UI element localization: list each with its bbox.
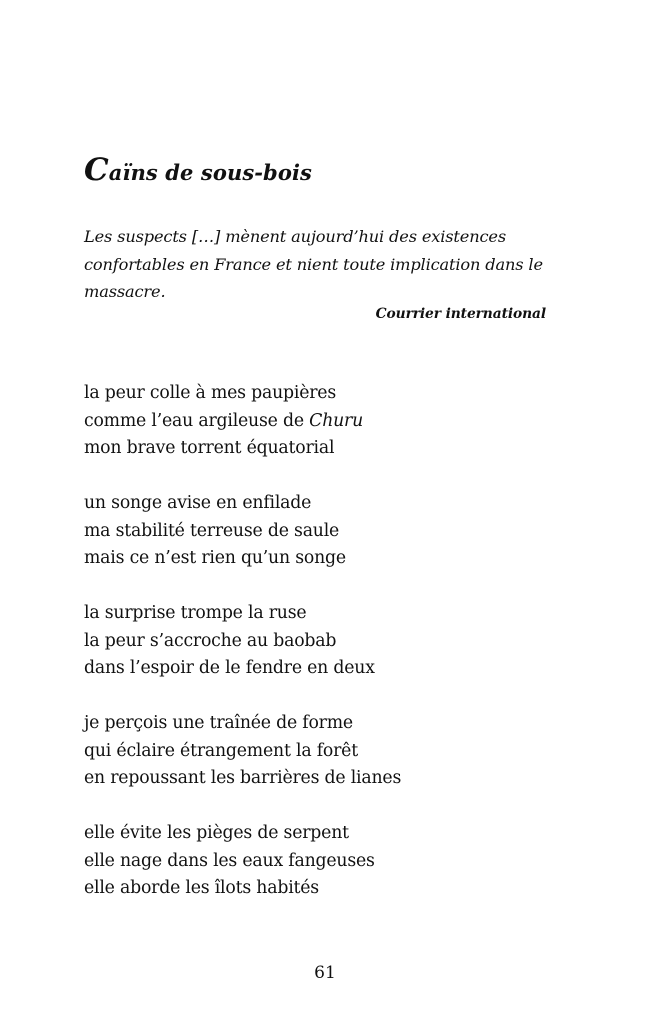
page-number: 61	[314, 963, 336, 983]
verse-line: mon brave torrent équatorial	[84, 438, 335, 458]
verse-line: elle évite les pièges de serpent	[84, 823, 349, 843]
stanza-1	[84, 380, 564, 463]
stanza-2	[84, 490, 564, 573]
verse-line: la peur colle à mes paupières	[84, 383, 336, 403]
poem-body	[84, 380, 564, 930]
verse-text: comme l’eau argileuse de	[84, 410, 310, 431]
verse-line: mais ce n’est rien qu’un songe	[84, 548, 346, 568]
epigraph-line: Les suspects […] mènent aujourd’hui des existences	[84, 227, 506, 246]
epigraph-attribution: Courrier international	[375, 306, 546, 322]
verse-line: la surprise trompe la ruse	[84, 603, 307, 623]
verse-line: dans l’espoir de le fendre en deux	[84, 658, 375, 678]
poem-title	[84, 150, 312, 193]
title-initial: C	[84, 152, 109, 188]
verse-line: je perçois une traînée de forme	[84, 713, 353, 733]
verse-line: un songe avise en enfilade	[84, 493, 312, 513]
title-rest: aïns de sous-bois	[108, 160, 312, 185]
place-name-italic: Churu	[309, 410, 364, 431]
verse-line: qui éclaire étrangement la forêt	[84, 740, 358, 761]
verse-line: la peur s’accroche au baobab	[84, 630, 337, 651]
verse-line: elle aborde les îlots habités	[84, 878, 319, 898]
epigraph-line: confortables en France et nient toute implication dans le	[84, 254, 543, 274]
verse-line	[84, 408, 564, 436]
epigraph	[84, 223, 554, 306]
verse-line: en repoussant les barrières de lianes	[84, 768, 402, 788]
verse-line: elle nage dans les eaux fangeuses	[84, 850, 375, 871]
verse-line: ma stabilité terreuse de saule	[84, 520, 340, 541]
stanza-3	[84, 600, 564, 683]
stanza-4	[84, 710, 564, 793]
stanza-5	[84, 820, 564, 903]
epigraph-line: massacre.	[84, 282, 166, 301]
